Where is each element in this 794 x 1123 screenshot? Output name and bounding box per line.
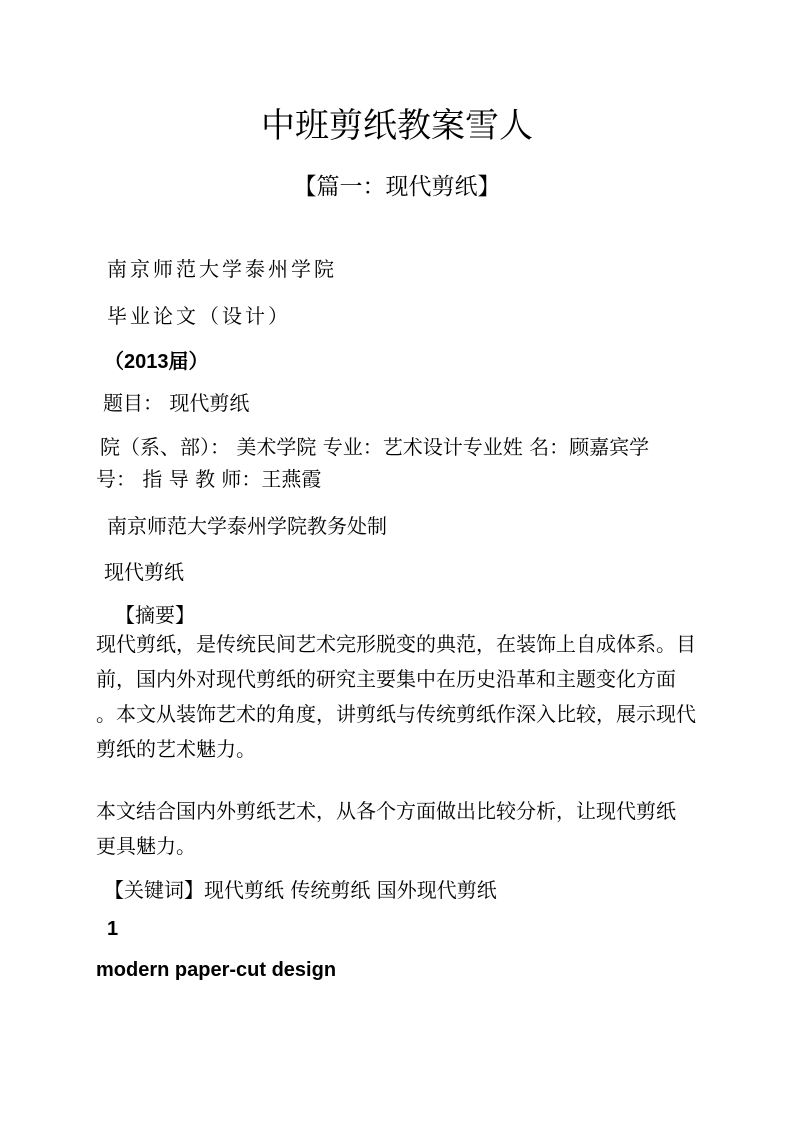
abstract-line: 前，国内外对现代剪纸的研究主要集中在历史沿革和主题变化方面 [96,667,676,691]
issuer-text: 南京师范大学泰州学院教务处制 [107,514,387,538]
section-heading: 现代剪纸 [104,560,184,584]
document-title: 中班剪纸教案雪人 [261,106,533,146]
author-info-line-1: 院（系、部）： 美术学院 专业：艺术设计专业姓 名：顾嘉宾学 [100,435,650,459]
thesis-topic: 题目： 现代剪纸 [103,391,250,415]
abstract-paragraph-2 [96,794,706,864]
abstract-line: 本文结合国内外剪纸艺术，从各个方面做出比较分析，让现代剪纸 [96,799,676,823]
author-info-line-2: 号： 指 导 教 师：王燕霞 [96,467,322,491]
page-number: 1 [107,918,119,940]
document-subtitle: 【篇一：现代剪纸】 [293,174,501,200]
keywords-line: 【关键词】现代剪纸 传统剪纸 国外现代剪纸 [104,878,497,902]
english-title: modern paper-cut design [96,959,337,981]
thesis-type: 毕业论文（设计） [107,304,291,328]
abstract-line: 现代剪纸，是传统民间艺术完形脱变的典范，在装饰上自成体系。目 [96,632,696,656]
abstract-label: 【摘要】 [115,603,195,627]
university-name: 南京师范大学泰州学院 [107,257,337,281]
abstract-line: 剪纸的艺术魅力。 [96,737,256,761]
abstract-paragraph-1 [96,627,706,767]
abstract-line: 。本文从装饰艺术的角度，讲剪纸与传统剪纸作深入比较，展示现代 [96,702,696,726]
abstract-line: 更具魅力。 [96,834,196,858]
graduation-year: （2013届） [104,351,209,373]
